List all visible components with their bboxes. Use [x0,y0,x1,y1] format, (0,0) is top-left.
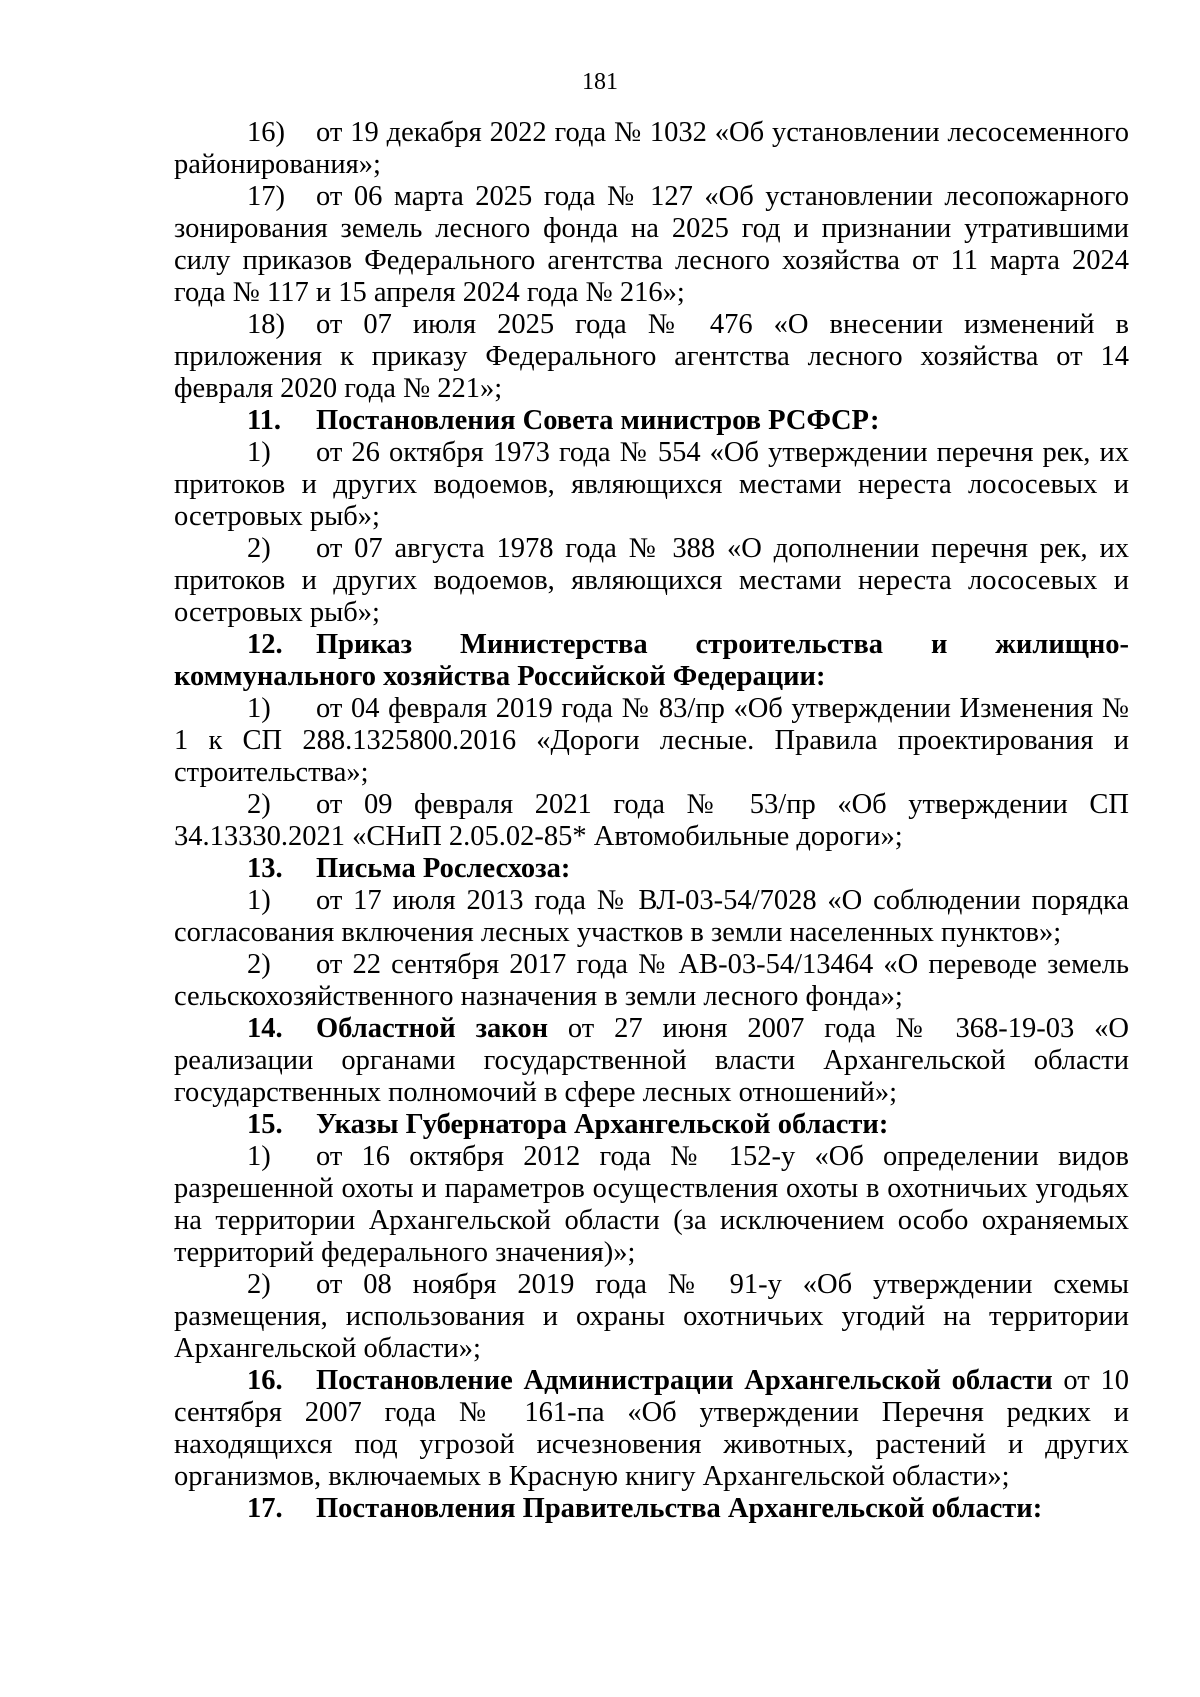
item-number: 2) [247,533,271,564]
item-text: от 04 февраля 2019 года № 83/пр «Об утверждении Изменения № 1 к СП 288.1325800.2016 «Дороги лесные. Правила проектирования и строительства»; [174,693,1129,788]
section-title: Приказ Министерства строительства и жилищно-коммунального хозяйства Российской Федерации: [174,629,1129,692]
item-text: от 06 марта 2025 года № 127 «Об установлении лесопожарного зонирования земель лесного фонда на 2025 год и признании утратившими силу приказов Федерального агентства лесного хозяйства от 11 марта 2024 года № 117 и 15 апреля 2024 года № 216»; [174,181,1129,308]
item-text: от 22 сентября 2017 года № АВ-03-54/13464 «О переводе земель сельскохозяйственного назначения в земли лесного фонда»; [174,949,1129,1012]
section-heading [174,1109,1129,1141]
section-paragraph [174,1365,1129,1493]
page-number: 181 [582,69,618,95]
list-item [174,437,1129,533]
item-text: от 09 февраля 2021 года № 53/пр «Об утверждении СП 34.13330.2021 «СНиП 2.05.02-85* Автомобильные дороги»; [174,789,1129,852]
item-number: 17) [247,181,285,212]
item-number: 2) [247,789,271,820]
item-text: от 17 июля 2013 года № ВЛ-03-54/7028 «О соблюдении порядка согласования включения лесных участков в земли населенных пунктов»; [174,885,1129,948]
section-lead: Постановление Администрации Архангельской области [316,1365,1053,1396]
section-number: 11. [247,405,282,436]
item-number: 2) [247,1269,271,1300]
item-number: 1) [247,693,271,724]
item-number: 18) [247,309,285,340]
item-text: от 26 октября 1973 года № 554 «Об утверждении перечня рек, их притоков и других водоемов, являющихся местами нереста лососевых и осетровых рыб»; [174,437,1129,532]
item-text: от 16 октября 2012 года № 152-у «Об определении видов разрешенной охоты и параметров осуществления охоты в охотничьих угодьях на территории Архангельской области (за исключением особо охраняемых территорий федерального значения)»; [174,1141,1129,1268]
section-heading [174,853,1129,885]
section-number: 13. [247,853,283,884]
list-item [174,181,1129,309]
list-item [174,117,1129,181]
item-number: 1) [247,437,271,468]
item-number: 2) [247,949,271,980]
section-number: 12. [247,629,283,660]
item-text: от 07 августа 1978 года № 388 «О дополнении перечня рек, их притоков и других водоемов, являющихся местами нереста лососевых и осетровых рыб»; [174,533,1129,628]
item-text: от 19 декабря 2022 года № 1032 «Об установлении лесосеменного районирования»; [174,117,1129,180]
list-item [174,789,1129,853]
section-title: Постановления Правительства Архангельской области: [316,1493,1043,1524]
item-text: от 07 июля 2025 года № 476 «О внесении изменений в приложения к приказу Федерального агентства лесного хозяйства от 14 февраля 2020 года № 221»; [174,309,1129,404]
list-item [174,309,1129,405]
list-item [174,1269,1129,1365]
section-text: от 10 сентября 2007 года № 161-па «Об утверждении Перечня редких и находящихся под угрозой исчезновения животных, растений и других организмов, включаемых в Красную книгу Архангельской области»; [174,1365,1129,1492]
section-title: Письма Рослесхоза: [316,853,571,884]
document-body [174,117,1129,1525]
section-heading [174,1493,1129,1525]
section-number: 17. [247,1493,283,1524]
section-number: 16. [247,1365,283,1396]
list-item [174,693,1129,789]
section-heading [174,629,1129,693]
list-item [174,533,1129,629]
section-title: Указы Губернатора Архангельской области: [316,1109,889,1140]
section-heading [174,405,1129,437]
list-item [174,885,1129,949]
section-title: Постановления Совета министров РСФСР: [316,405,880,436]
section-number: 14. [247,1013,283,1044]
section-number: 15. [247,1109,283,1140]
item-number: 1) [247,1141,271,1172]
item-number: 1) [247,885,271,916]
section-text: от 27 июня 2007 года № 368-19-03 «О реализации органами государственной власти Архангельской области государственных полномочий в сфере лесных отношений»; [174,1013,1129,1108]
section-paragraph [174,1013,1129,1109]
item-number: 16) [247,117,285,148]
list-item [174,1141,1129,1269]
list-item [174,949,1129,1013]
section-lead: Областной закон [316,1013,549,1044]
item-text: от 08 ноября 2019 года № 91-у «Об утверждении схемы размещения, использования и охраны охотничьих угодий на территории Архангельской области»; [174,1269,1129,1364]
